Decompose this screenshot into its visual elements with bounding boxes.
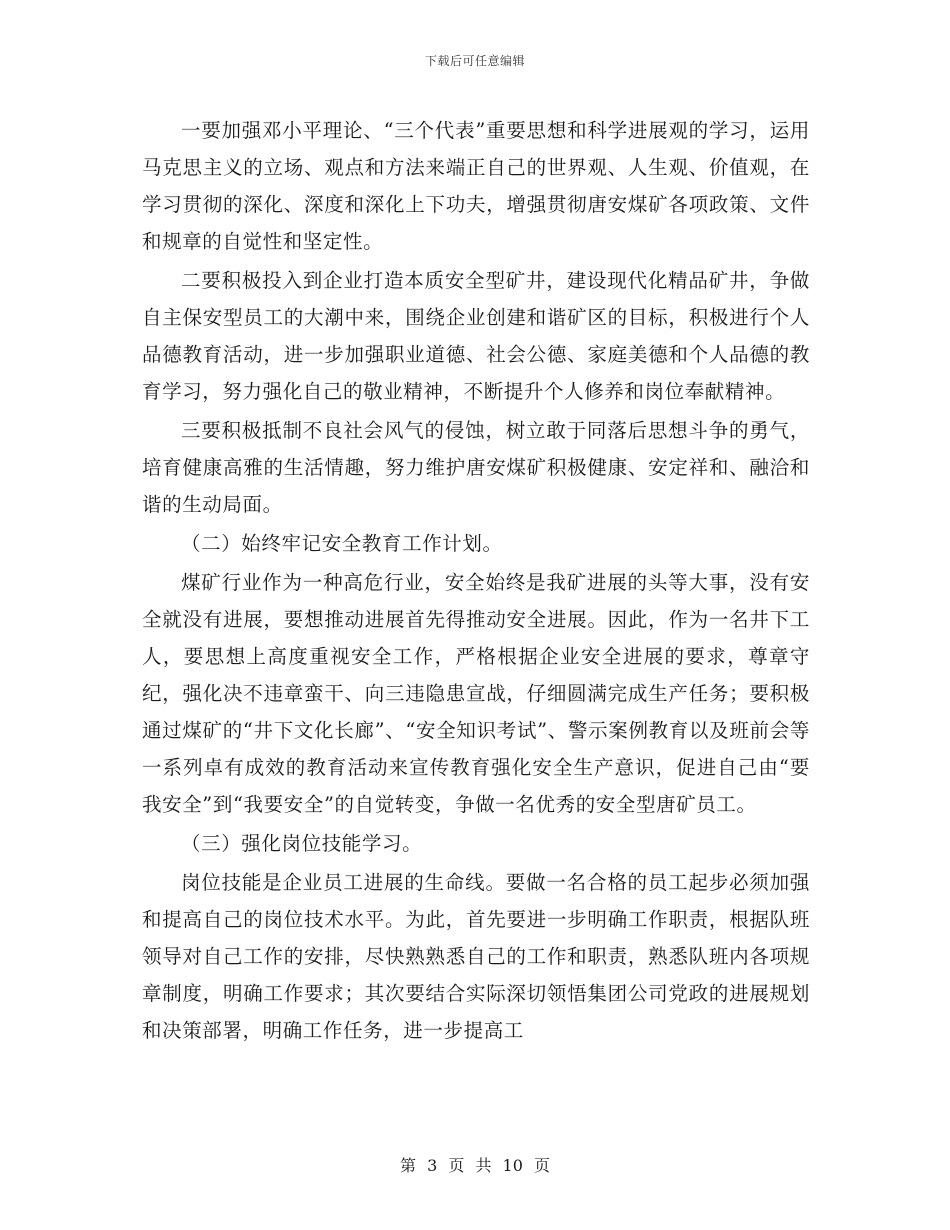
- document-body: [142, 112, 810, 1051]
- paragraph-theory-study: 一要加强邓小平理论、“三个代表”重要思想和科学进展观的学习，运用马克思主义的立场、观点和方法来端正自己的世界观、人生观、价值观，在学习贯彻的深化、深度和深化上下功夫，增强贯彻唐安煤矿各项政策、文件和规章的自觉性和坚定性。: [142, 119, 810, 253]
- section-heading-skill-learning: （三）强化岗位技能学习。: [181, 832, 423, 855]
- paragraph-safe-mine: 二要积极投入到企业打造本质安全型矿井，建设现代化精品矿井，争做自主保安型员工的大潮中来，围绕企业创建和谐矿区的目标，积极进行个人品德教育活动，进一步加强职业道德、社会公德、家庭美德和个人品德的教育学习，努力强化自己的敬业精神，不断提升个人修养和岗位奉献精神。: [142, 269, 810, 403]
- page-number-footer: 第 3 页 共 10 页: [400, 1156, 550, 1175]
- paragraph-safety-education: 煤矿行业作为一种高危行业，安全始终是我矿进展的头等大事，没有安全就没有进展，要想推动进展首先得推动安全进展。因此，作为一名井下工人，要思想上高度重视安全工作，严格根据企业安全进展的要求，尊章守纪，强化决不违章蛮干、向三违隐患宣战，仔细圆满完成生产任务；要积极通过煤矿的“井下文化长廊”、“安全知识考试”、警示案例教育以及班前会等一系列卓有成效的教育活动来宣传教育强化安全生产意识，促进自己由“要我安全”到“我要安全”的自觉转变，争做一名优秀的安全型唐矿员工。: [142, 571, 810, 816]
- page-header: 下载后可任意编辑: [424, 54, 525, 68]
- section-heading-safety-education: （二）始终牢记安全教育工作计划。: [181, 532, 503, 555]
- paragraph-skill-learning: 岗位技能是企业员工进展的生命线。要做一名合格的员工起步必须加强和提高自己的岗位技术水平。为此，首先要进一步明确工作职责，根据队班领导对自己工作的安排，尽快熟熟悉自己的工作和职责，熟悉队班内各项规章制度，明确工作要求；其次要结合实际深切领悟集团公司党政的进展规划和决策部署，明确工作任务，进一步提高工: [142, 871, 810, 1042]
- paragraph-resist-bad-influence: 三要积极抵制不良社会风气的侵蚀，树立敢于同落后思想斗争的勇气，培育健康高雅的生活情趣，努力维护唐安煤矿积极健康、安定祥和、融洽和谐的生动局面。: [142, 419, 810, 516]
